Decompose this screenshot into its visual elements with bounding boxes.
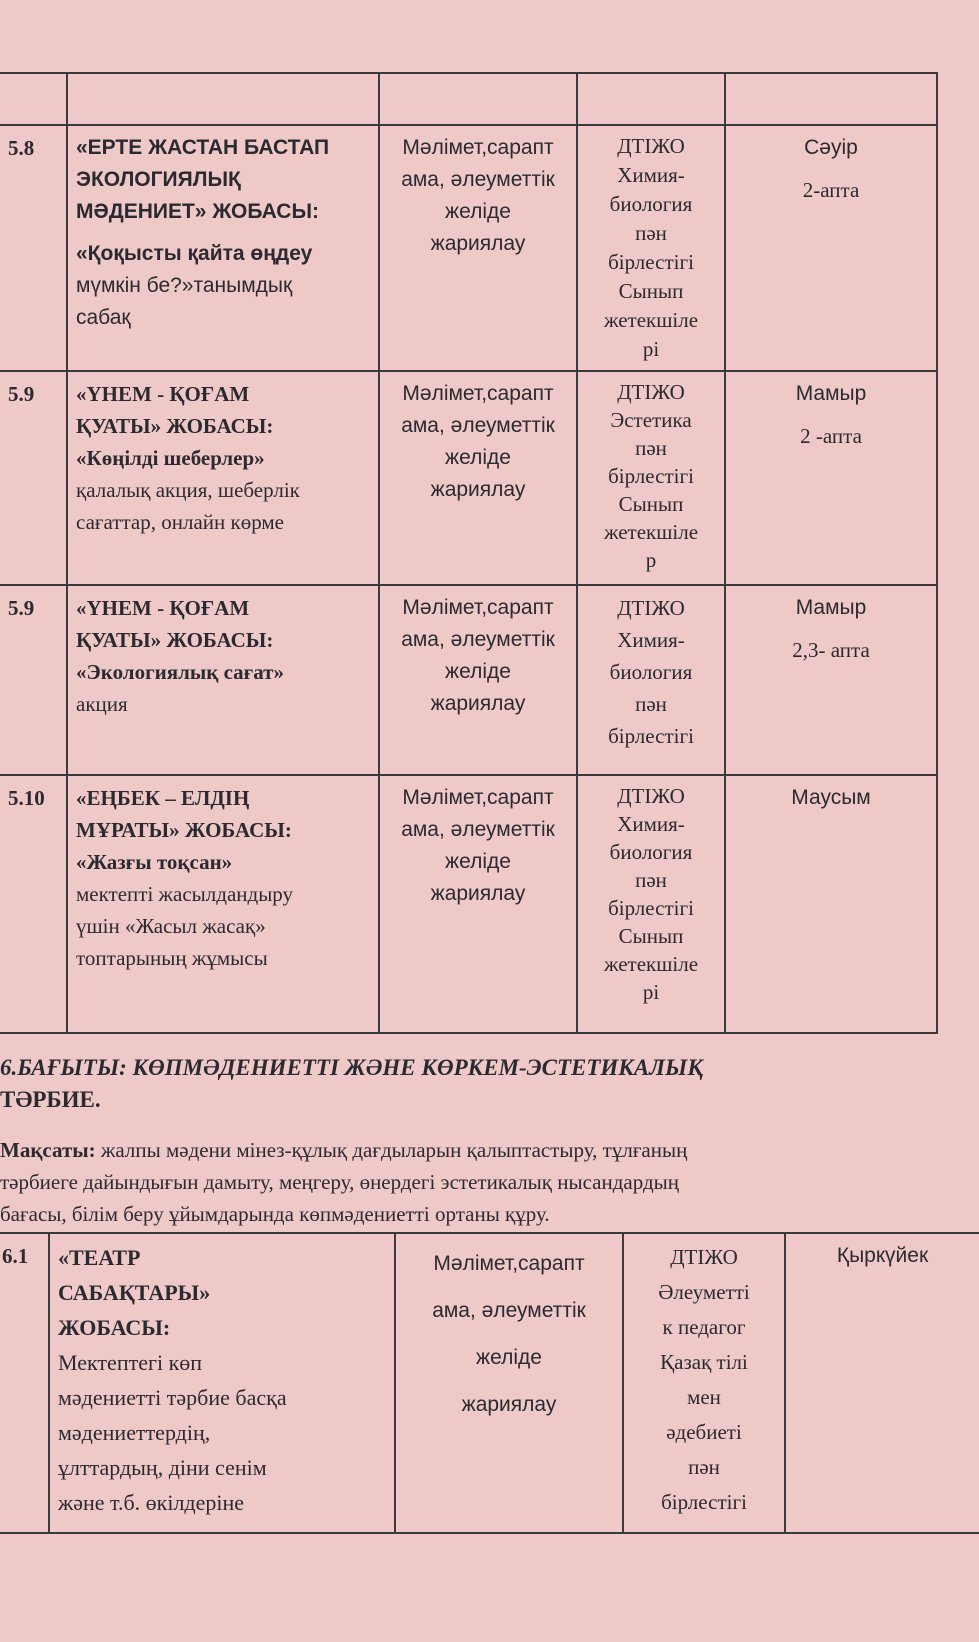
responsible-line: пән	[635, 221, 667, 245]
table-row	[0, 585, 937, 775]
form-line: Мәлімет,сарапт	[402, 596, 554, 619]
responsible-line: Химия-	[617, 628, 685, 652]
responsible-line: Химия-	[617, 812, 685, 836]
event-title-line: «ҮНЕМ - ҚОҒАМ	[76, 596, 250, 620]
form-line: желіде	[445, 850, 511, 873]
event-cell	[67, 371, 379, 585]
time-month: Мамыр	[795, 596, 867, 619]
form-line: желіде	[445, 660, 511, 683]
event-desc-line: сағаттар, онлайн көрме	[76, 510, 284, 534]
goal-text: бағасы, білім беру ұйымдарында көпмәдениетті ортаны құру.	[0, 1202, 550, 1226]
responsible-line: Эстетика	[610, 408, 692, 432]
responsible-line: Сынып	[618, 279, 684, 303]
event-cell	[67, 775, 379, 1033]
event-title-line: САБАҚТАРЫ»	[58, 1280, 211, 1305]
time-month: Сәуір	[804, 136, 858, 159]
responsible-cell	[577, 775, 725, 1033]
time-cell	[725, 585, 937, 775]
section-heading-line: 6.БАҒЫТЫ: КӨПМӘДЕНИЕТТІ ЖӘНЕ КӨРКЕМ-ЭСТЕТИКАЛЫҚ	[0, 1055, 703, 1080]
responsible-line: пән	[635, 868, 667, 892]
responsible-line: жетекшіле	[603, 520, 699, 544]
time-month: Мамыр	[795, 382, 867, 405]
time-month: Маусым	[791, 786, 871, 809]
table-row	[0, 775, 937, 1033]
section-goal	[0, 1134, 975, 1230]
form-line: Мәлімет,сарапт	[402, 786, 554, 809]
responsible-cell	[577, 371, 725, 585]
time-week: 2 -апта	[800, 424, 862, 448]
plan-table-top	[0, 72, 938, 1034]
form-line: жариялау	[430, 232, 526, 255]
form-cell	[395, 1233, 623, 1533]
responsible-line: биология	[609, 840, 693, 864]
form-line: желіде	[445, 446, 511, 469]
time-week: 2-апта	[802, 178, 860, 202]
time-cell	[725, 125, 937, 371]
table-header-row	[0, 73, 937, 125]
responsible-line: бірлестігі	[608, 250, 694, 274]
responsible-line: Әлеуметті	[658, 1280, 750, 1304]
time-month: Қыркүйек	[836, 1244, 929, 1267]
responsible-line: рі	[642, 980, 660, 1004]
responsible-cell	[577, 125, 725, 371]
responsible-line: ДТІЖО	[617, 784, 685, 808]
time-cell	[725, 775, 937, 1033]
event-desc-line: мәдениеттердің,	[58, 1420, 211, 1445]
section-heading-line: ТӘРБИЕ.	[0, 1087, 101, 1112]
event-desc-line: ұлттардың, діни сенім	[58, 1455, 267, 1480]
form-line: жариялау	[430, 692, 526, 715]
responsible-line: ДТІЖО	[617, 380, 685, 404]
row-number: 6.1	[0, 1233, 49, 1533]
header-cell-responsible	[577, 73, 725, 125]
header-cell-num	[0, 73, 67, 125]
responsible-line: бірлестігі	[608, 896, 694, 920]
responsible-line: биология	[609, 192, 693, 216]
form-line: жариялау	[461, 1393, 557, 1416]
form-cell	[379, 371, 577, 585]
responsible-line: р	[645, 548, 657, 572]
responsible-line: рі	[642, 337, 660, 361]
form-line: ама, әлеуметтік	[401, 818, 555, 841]
form-cell	[379, 775, 577, 1033]
form-line: желіде	[476, 1346, 542, 1369]
goal-label: Мақсаты:	[0, 1138, 96, 1162]
row-number: 5.8	[0, 125, 67, 371]
event-cell	[49, 1233, 395, 1533]
responsible-line: жетекшіле	[603, 952, 699, 976]
responsible-line: мен	[687, 1385, 721, 1409]
event-title-line: ЖОБАСЫ:	[58, 1315, 171, 1340]
event-desc-line: топтарының жұмысы	[76, 946, 268, 970]
form-line: ама, әлеуметтік	[401, 414, 555, 437]
form-line: Мәлімет,сарапт	[433, 1252, 585, 1275]
responsible-line: Сынып	[618, 492, 684, 516]
form-cell	[379, 585, 577, 775]
responsible-cell	[577, 585, 725, 775]
responsible-line: Химия-	[617, 163, 685, 187]
event-desc-line: мектепті жасылдандыру	[76, 882, 294, 906]
event-desc-line: сабақ	[76, 306, 131, 329]
event-desc-line: акция	[76, 692, 128, 716]
form-line: желіде	[445, 200, 511, 223]
event-title-line: «ЕРТЕ ЖАСТАН БАСТАП	[76, 136, 330, 159]
form-line: ама, әлеуметтік	[401, 628, 555, 651]
event-title-line: «ҮНЕМ - ҚОҒАМ	[76, 382, 250, 406]
header-cell-event	[67, 73, 379, 125]
time-week: 2,3- апта	[792, 638, 870, 662]
row-number: 5.9	[0, 371, 67, 585]
plan-table-bottom	[0, 1232, 979, 1534]
event-title-line: ЭКОЛОГИЯЛЫҚ	[76, 168, 241, 191]
responsible-line: бірлестігі	[661, 1490, 747, 1514]
form-line: ама, әлеуметтік	[432, 1299, 586, 1322]
responsible-line: пән	[635, 692, 667, 716]
event-title-line: «Көңілді шеберлер»	[76, 446, 265, 470]
row-number: 5.9	[0, 585, 67, 775]
responsible-line: ДТІЖО	[617, 596, 685, 620]
responsible-cell	[623, 1233, 785, 1533]
event-desc-line: қалалық акция, шеберлік	[76, 478, 300, 502]
event-desc-line: үшін «Жасыл жасақ»	[76, 914, 266, 938]
header-cell-form	[379, 73, 577, 125]
form-line: жариялау	[430, 478, 526, 501]
responsible-line: к педагог	[662, 1315, 746, 1339]
responsible-line: әдебиеті	[666, 1420, 742, 1444]
goal-text: тәрбиеге дайындығын дамыту, меңгеру, өнердегі эстетикалық нысандардың	[0, 1170, 679, 1194]
event-desc-line: мүмкін бе?»танымдық	[76, 274, 293, 297]
table-row	[0, 371, 937, 585]
event-title-line: МӘДЕНИЕТ» ЖОБАСЫ:	[76, 200, 320, 223]
section-heading	[0, 1052, 703, 1116]
responsible-line: биология	[609, 660, 693, 684]
event-cell	[67, 585, 379, 775]
responsible-line: Сынып	[618, 924, 684, 948]
event-title-line: «ЕҢБЕК – ЕЛДІҢ	[76, 786, 250, 810]
event-title-line: «Экологиялық сағат»	[76, 660, 284, 684]
goal-text: жалпы мәдени мінез-құлық дағдыларын қалыптастыру, тұлғаның	[95, 1138, 688, 1162]
form-cell	[379, 125, 577, 371]
form-line: ама, әлеуметтік	[401, 168, 555, 191]
event-title-line: «Жазғы тоқсан»	[76, 850, 233, 874]
event-title-line: МҰРАТЫ» ЖОБАСЫ:	[76, 818, 292, 842]
responsible-line: ДТІЖО	[617, 134, 685, 158]
event-desc-line: «Қоқысты қайта өңдеу	[76, 242, 313, 265]
responsible-line: пән	[688, 1455, 720, 1479]
event-title-line: «ТЕАТР	[58, 1245, 141, 1270]
time-cell	[725, 371, 937, 585]
event-title-line: ҚУАТЫ» ЖОБАСЫ:	[76, 414, 274, 438]
responsible-line: ДТІЖО	[670, 1245, 738, 1269]
event-title-line: ҚУАТЫ» ЖОБАСЫ:	[76, 628, 274, 652]
event-cell	[67, 125, 379, 371]
header-cell-time	[725, 73, 937, 125]
responsible-line: бірлестігі	[608, 464, 694, 488]
responsible-line: бірлестігі	[608, 724, 694, 748]
responsible-line: пән	[635, 436, 667, 460]
time-cell	[785, 1233, 979, 1533]
row-number: 5.10	[0, 775, 67, 1033]
form-line: жариялау	[430, 882, 526, 905]
form-line: Мәлімет,сарапт	[402, 382, 554, 405]
table-row	[0, 1233, 979, 1533]
responsible-line: Қазақ тілі	[660, 1350, 748, 1374]
event-desc-line: және т.б. өкілдеріне	[58, 1490, 245, 1515]
table-row	[0, 125, 937, 371]
event-desc-line: Мектептегі көп	[58, 1350, 203, 1375]
responsible-line: жетекшіле	[603, 308, 699, 332]
event-desc-line: мәдениетті тәрбие басқа	[58, 1385, 287, 1410]
form-line: Мәлімет,сарапт	[402, 136, 554, 159]
